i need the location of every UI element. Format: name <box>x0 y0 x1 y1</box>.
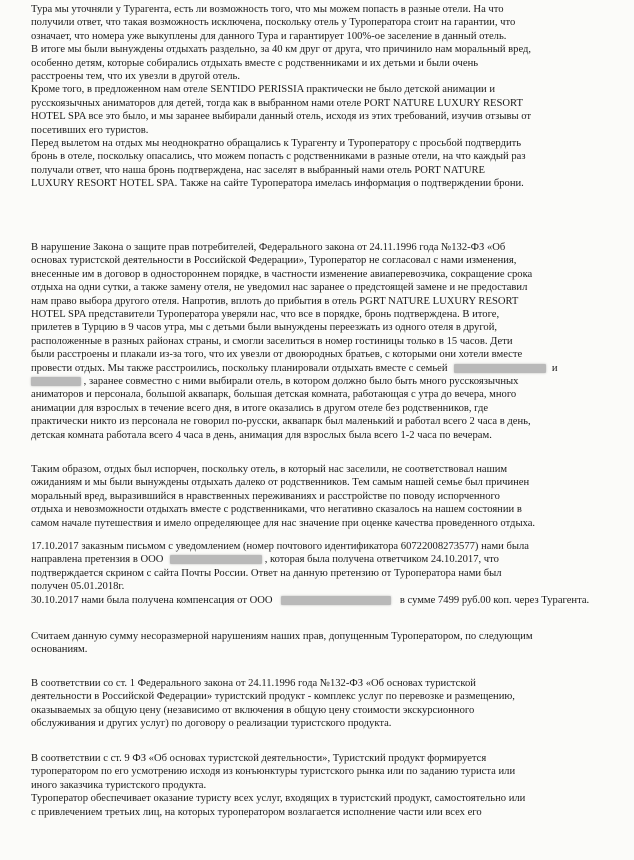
text-line: Считаем данную сумму несоразмерной нарушениям наших прав, допущенным Туроператором, по следующим <box>31 631 533 642</box>
text-line: HOTEL SPA представители Туроператора уверяли нас, что все в порядке, бронь подтверждена. В итоге, <box>31 309 500 321</box>
text-line: посетивших его туристов. <box>31 124 149 136</box>
text-line: аниматоров и персонала, большой аквапарк, большая детская комната, работающая с утра до вечера, много <box>31 389 517 401</box>
text-line: получали ответ, что наша бронь подтверждена, нас заселят в выбранный нами отель PORT NATURE <box>31 164 486 176</box>
text-line: расположенные в разных районах страны, и смогли заселиться в номер гостиницы только в 15 часов. Дети <box>31 335 513 347</box>
text-line: особенно детям, которые собирались отдыхать вместе с родственниками и их детьми и были очень <box>31 57 479 69</box>
paragraph-claim-letter <box>31 540 615 607</box>
text-line: были расстроены и плакали из-за того, что их увезли от двоюродных братьев, с которыми они хотели вместе <box>31 349 523 361</box>
text-line: В соответствии со ст. 1 Федерального закона от 24.11.1996 года №132-ФЗ «Об основах туристской <box>31 678 476 689</box>
text-line: туроператором по его усмотрению исходя из конъюнктуры туристского рынка или по заданию туриста или <box>31 766 516 778</box>
text-line: отдыха и невозможности отдыхать вместе с родственниками, что негативно сказалось на нашем состоянии в <box>31 504 522 516</box>
text-line: LUXURY RESORT HOTEL SPA. Также на сайте Туроператора имелась информация о подтверждении брони. <box>31 178 524 190</box>
text-line: деятельности в Российской Федерации» туристский продукт - комплекс услуг по перевозке и размещению, <box>31 691 515 703</box>
text-fragment: в сумме 7499 руб.00 коп. через Турагента. <box>399 594 590 606</box>
text-line: иного заказчика туристского продукта. <box>31 779 207 791</box>
paragraph-moral-damage <box>31 463 615 530</box>
text-fragment: , которая была получена ответчиком 24.10.2017, что <box>264 554 499 566</box>
text-line: внесенные им в договор в одностороннем порядке, в частности изменение авиаперевозчика, сокращение срока <box>31 268 533 280</box>
text-line: В итоге мы были вынуждены отдыхать раздельно, за 40 км друг от друга, что причинило нам моральный вред, <box>31 44 532 56</box>
paragraph-article-1 <box>31 677 615 731</box>
text-line-redacted <box>31 375 615 388</box>
text-line-redacted <box>31 553 615 566</box>
text-line: получен 05.01.2018г. <box>31 581 125 593</box>
text-line: HOTEL SPA все это было, и мы заранее выбирали данный отель, исходя из этих требований, изучив отзывы от <box>31 111 532 123</box>
text-line: расстроены тем, что их увезли в другой отель. <box>31 71 241 83</box>
text-line: получили ответ, что такая возможность исключена, поскольку отель у Туроператора стоит на гарантии, что <box>31 17 516 29</box>
text-line-redacted <box>31 594 615 607</box>
text-line: обслуживания и других услуг) по договору о реализации туристского продукта. <box>31 718 392 730</box>
text-line: прилетев в Турцию в 9 часов утра, мы с детьми были вынуждены переезжать из одного отеля в другой, <box>31 322 498 334</box>
paragraph-law-violation <box>31 241 615 442</box>
paragraph-article-9 <box>31 752 615 819</box>
text-line: подтверждается скрином с сайта Почты России. Ответ на данную претензию от Туроператора нами был <box>31 567 502 579</box>
text-line: Тура мы уточняли у Турагента, есть ли возможность того, что мы можем попасть в разные отели. На что <box>31 4 504 15</box>
text-line: русскоязычных аниматоров для детей, тогда как в выбранном нами отеле PORT NATURE LUXURY RESORT <box>31 97 523 109</box>
text-line: Таким образом, отдых был испорчен, поскольку отель, в который нас заселили, не соответствовал нашим <box>31 464 508 475</box>
text-line: основаниям. <box>31 644 88 656</box>
text-line: нам право выбора другого отеля. Напротив, вплоть до прибытия в отель PGRT NATURE LUXURY RESORT <box>31 295 519 307</box>
text-fragment: и <box>551 362 558 374</box>
text-line: 17.10.2017 заказным письмом с уведомлением (номер почтового идентификатора 60722008273577) нами была <box>31 541 529 552</box>
text-line: ожиданиям и мы были вынуждены отдыхать далеко от родственников. Тем самым нашей семье был причинен <box>31 477 530 489</box>
text-line: Кроме того, в предложенном нам отеле SENTIDO PERISSIA практически не было детской анимации и <box>31 84 495 96</box>
text-line: отдыха на одни сутки, а также замену отеля, не уведомил нас заранее о предстоящей замене и не предоставил <box>31 282 528 294</box>
text-line: бронь в отеле, поскольку опасались, что можем попасть с родственниками в разные отели, на что каждый раз <box>31 151 526 163</box>
text-line: В нарушение Закона о защите прав потребителей, Федерального закона от 24.11.1996 года №132-ФЗ «Об <box>31 242 506 253</box>
redaction-bar <box>31 377 81 386</box>
text-line: практически никто из персонала не говорил по-русски, аквапарк был маленький и работал всего 2 часа в день, <box>31 416 531 428</box>
text-line: моральный вред, выразившийся в нравственных переживаниях и расстройстве по поводу испорченного <box>31 490 500 502</box>
text-fragment: , заранее совместно с ними выбирали отель, в котором должно было быть много русскоязычных <box>83 376 519 388</box>
text-line: Туроператор обеспечивает оказание туристу всех услуг, входящих в туристский продукт, самостоятельно или <box>31 793 526 805</box>
paragraph-disproportionate <box>31 630 615 657</box>
text-line: означает, что номера уже выкуплены для данного Тура и гарантирует 100%-ое заселение в данный отель. <box>31 30 507 42</box>
text-line: Перед вылетом на отдых мы неоднократно обращались к Турагенту и Туроператору с просьбой подтвердить <box>31 138 522 150</box>
text-line: детская комната работала всего 4 часа в день, анимация для взрослых была всего 1-2 часа по вечерам. <box>31 429 492 441</box>
text-line: с привлечением третьих лиц, на которых туроператором возлагается исполнение части или всех его <box>31 806 482 818</box>
text-line-redacted <box>31 362 615 375</box>
text-fragment: 30.10.2017 нами была получена компенсация от ООО <box>31 594 273 606</box>
text-line: основах туристской деятельности в Российской Федерации», Туроператор не согласовал с нами изменения, <box>31 255 517 267</box>
text-fragment: направлена претензия в ООО <box>31 554 164 566</box>
paragraph-hotel-guarantee <box>31 3 615 191</box>
text-line: анимации для взрослых в течение всего дня, в итоге оказались в другом отеле без родственников, где <box>31 402 489 414</box>
text-line: В соответствии с ст. 9 ФЗ «Об основах туристской деятельности», Туристский продукт формируется <box>31 753 487 764</box>
text-line: оказываемых за общую цену (независимо от включения в общую цену стоимости экскурсионного <box>31 704 475 716</box>
text-fragment: провести отдых. Мы также расстроились, поскольку планировали отдыхать вместе с семьей <box>31 362 448 374</box>
redaction-bar <box>170 555 262 564</box>
redaction-bar <box>454 364 546 373</box>
text-line: самом начале путешествия и имело определяющее для нас значение при оценке качества проведенного отдыха. <box>31 517 536 529</box>
redaction-bar <box>281 596 391 605</box>
